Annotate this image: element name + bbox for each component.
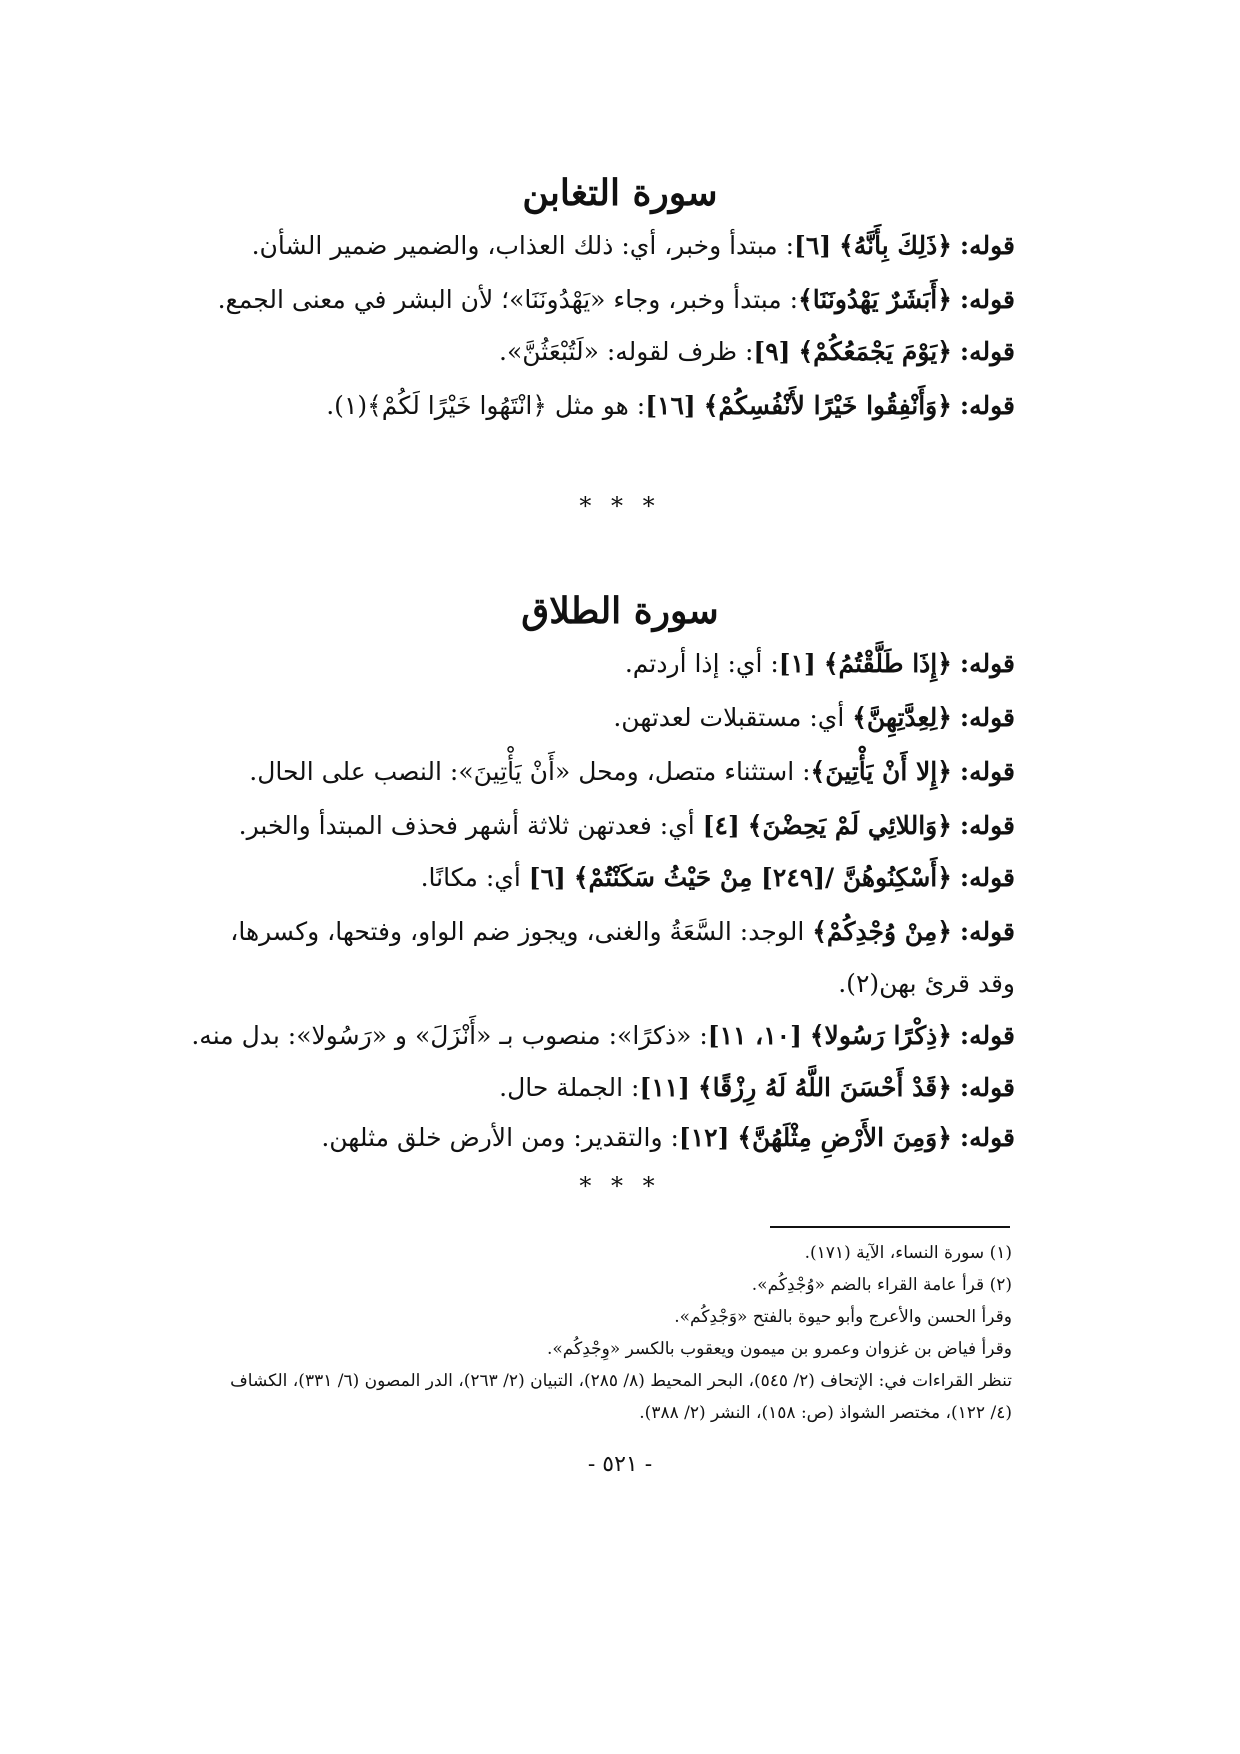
verse-ref: [١٦] xyxy=(645,391,696,420)
entry-line xyxy=(200,806,1015,846)
entry-text: أي: مستقبلات لعدتهن. xyxy=(613,703,853,732)
entry-line xyxy=(200,386,1015,426)
footnote: تنظر القراءات في: الإتحاف (٢/ ٥٤٥)، البحر المحيط (٨/ ٢٨٥)، التبيان (٢/ ٢٦٣)، الدر المصون (٦/ ٣٣١)، الكشاف xyxy=(230,1371,1012,1391)
section-separator: * * * xyxy=(579,492,661,520)
verse-ref: [٦] xyxy=(528,863,566,892)
verse-ref: [٤] xyxy=(702,811,740,840)
quran-quote: ﴿مِنْ وُجْدِكُمْ﴾ xyxy=(812,917,952,946)
section-separator: * * * xyxy=(579,1172,661,1200)
entry-text: أي: مكانًا. xyxy=(420,863,529,892)
entry-continuation xyxy=(200,964,1015,1004)
footnote: (٤/ ١٢٢)، مختصر الشواذ (ص: ١٥٨)، النشر (٢/ ٣٨٨). xyxy=(639,1403,1012,1423)
entry-line xyxy=(200,226,1015,266)
quran-quote: ﴿ذِكْرًا رَسُولا﴾ xyxy=(809,1021,952,1050)
footnote: (٢) قرأ عامة القراء بالضم «وُجْدِكُم». xyxy=(751,1275,1012,1295)
entry-line xyxy=(200,332,1015,372)
entry-label: قوله: xyxy=(959,1073,1015,1102)
entry-label: قوله: xyxy=(959,1021,1015,1050)
verse-ref: [٩] xyxy=(753,337,791,366)
quran-quote: ﴿لِعِدَّتِهِنَّ﴾ xyxy=(852,703,952,732)
entry-text: : هو مثل ﴿انْتَهُوا خَيْرًا لَكُمْ﴾(١). xyxy=(326,391,646,420)
verse-ref: [١١] xyxy=(639,1073,691,1102)
quran-quote: ﴿إِلا أَنْ يَأْتِينَ﴾ xyxy=(810,757,952,786)
entry-label: قوله: xyxy=(959,231,1015,260)
entry-line xyxy=(200,1068,1015,1108)
section-title: سورة التغابن xyxy=(522,172,718,214)
entry-text: الوجد: السَّعَةُ والغنى، ويجوز ضم الواو، وفتحها، وكسرها، xyxy=(230,917,813,946)
entry-line xyxy=(200,912,1015,952)
quran-quote: ﴿إِذَا طَلَّقْتُمُ﴾ xyxy=(823,649,952,678)
entry-line xyxy=(191,1016,1015,1056)
quran-quote: ﴿وَاللائِي لَمْ يَحِضْنَ﴾ xyxy=(747,811,952,840)
entry-text: : الجملة حال. xyxy=(499,1073,640,1102)
entry-label: قوله: xyxy=(959,285,1015,314)
footnote: وقرأ فياض بن غزوان وعمرو بن ميمون ويعقوب بالكسر «وِجْدِكُم». xyxy=(546,1339,1012,1359)
footnote-rule xyxy=(770,1226,1010,1228)
entry-text: : ظرف لقوله: «لَتُبْعَثُنَّ». xyxy=(499,337,754,366)
entry-line xyxy=(200,1118,1015,1158)
quran-quote: ﴿يَوْمَ يَجْمَعُكُمْ﴾ xyxy=(798,337,952,366)
verse-ref: [٦] xyxy=(794,231,832,260)
entry-line xyxy=(200,858,1015,898)
quran-quote: ﴿ذَلِكَ بِأَنَّهُ﴾ xyxy=(839,231,952,260)
entry-text: : مبتدأ وخبر، وجاء «يَهْدُونَنَا»؛ لأن البشر في معنى الجمع. xyxy=(217,285,799,314)
entry-line xyxy=(200,280,1015,320)
entry-line xyxy=(200,644,1015,684)
entry-label: قوله: xyxy=(959,863,1015,892)
entry-text: : «ذكرًا»: منصوب بـ «أَنْزَلَ» و «رَسُولا»: بدل منه. xyxy=(191,1021,708,1050)
entry-text: : أي: إذا أردتم. xyxy=(624,649,779,678)
verse-ref: [١٢] xyxy=(678,1123,730,1152)
entry-text: : استثناء متصل، ومحل «أَنْ يَأْتِينَ»: النصب على الحال. xyxy=(249,757,811,786)
footnote: وقرأ الحسن والأعرج وأبو حيوة بالفتح «وَجْدِكُم». xyxy=(674,1307,1012,1327)
entry-text: أي: فعدتهن ثلاثة أشهر فحذف المبتدأ والخبر. xyxy=(238,811,703,840)
section-title: سورة الطلاق xyxy=(521,590,719,632)
page-number: - ٥٢١ - xyxy=(587,1452,653,1477)
quran-quote: ﴿أَبَشَرٌ يَهْدُونَنَا﴾ xyxy=(798,285,952,314)
quran-quote: ﴿أَسْكِنُوهُنَّ /[٢٤٩] مِنْ حَيْثُ سَكَنْتُمْ﴾ xyxy=(573,863,952,892)
entry-label: قوله: xyxy=(959,1123,1015,1152)
entry-label: قوله: xyxy=(959,917,1015,946)
entry-line xyxy=(200,752,1015,792)
entry-label: قوله: xyxy=(959,649,1015,678)
entry-label: قوله: xyxy=(959,703,1015,732)
entry-label: قوله: xyxy=(959,757,1015,786)
quran-quote: ﴿قَدْ أَحْسَنَ اللَّهُ لَهُ رِزْقًا﴾ xyxy=(697,1073,952,1102)
quran-quote: ﴿وَأَنْفِقُوا خَيْرًا لأَنْفُسِكُمْ﴾ xyxy=(703,391,952,420)
footnote: (١) سورة النساء، الآية (١٧١). xyxy=(804,1243,1012,1263)
entry-label: قوله: xyxy=(959,391,1015,420)
entry-line xyxy=(200,698,1015,738)
verse-ref: [١] xyxy=(778,649,816,678)
entry-text: : والتقدير: ومن الأرض خلق مثلهن. xyxy=(321,1123,679,1152)
verse-ref: [١٠، ١١] xyxy=(707,1021,802,1050)
entry-label: قوله: xyxy=(959,811,1015,840)
quran-quote: ﴿وَمِنَ الأَرْضِ مِثْلَهُنَّ﴾ xyxy=(737,1123,952,1152)
entry-text: وقد قرئ بهن(٢). xyxy=(838,969,1015,998)
entry-text: : مبتدأ وخبر، أي: ذلك العذاب، والضمير ضمير الشأن. xyxy=(251,231,795,260)
entry-label: قوله: xyxy=(959,337,1015,366)
